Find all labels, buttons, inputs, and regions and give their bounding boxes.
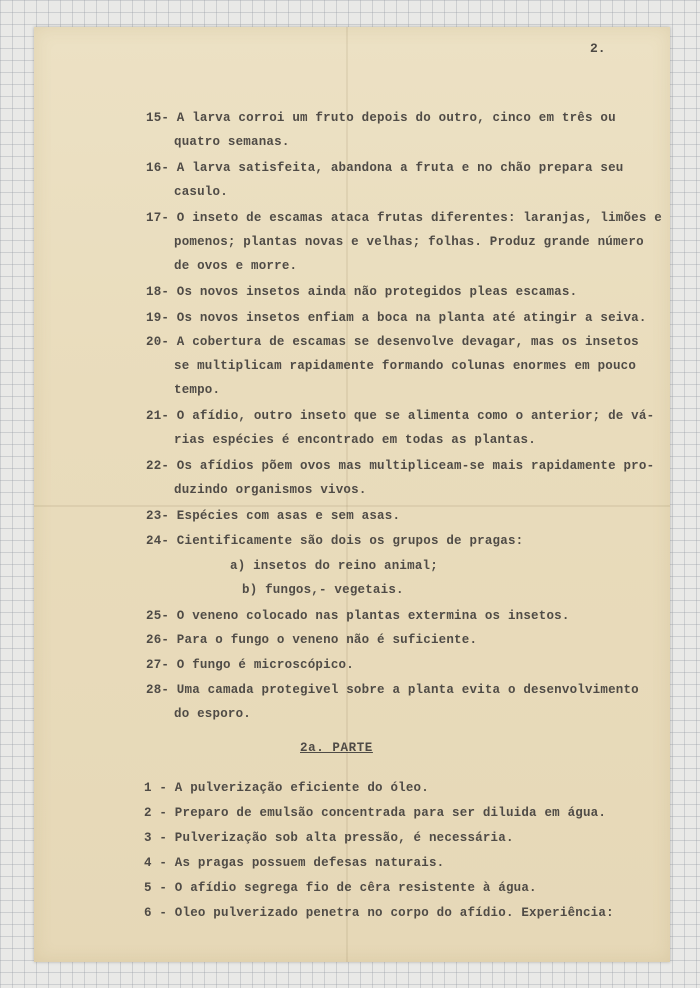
item-15-line-2: quatro semanas. bbox=[174, 135, 290, 149]
item-22-line-1: 22- Os afídios põem ovos mas multipliceam-se mais rapidamente pro- bbox=[146, 459, 655, 473]
item-24-line-1: 24- Cientificamente são dois os grupos de pragas: bbox=[146, 534, 524, 548]
item-18-line-1: 18- Os novos insetos ainda não protegidos pleas escamas. bbox=[146, 285, 578, 299]
paper-fold-horizontal bbox=[34, 505, 670, 507]
document-page bbox=[34, 27, 670, 962]
part2-item-1: 1 - A pulverização eficiente do óleo. bbox=[144, 781, 429, 795]
item-28-line-2: do esporo. bbox=[174, 707, 252, 721]
item-17-line-1: 17- O inseto de escamas ataca frutas diferentes: laranjas, limões e bbox=[146, 211, 662, 225]
item-25-line-1: 25- O veneno colocado nas plantas extermina os insetos. bbox=[146, 609, 570, 623]
item-27-line-1: 27- O fungo é microscópico. bbox=[146, 658, 354, 672]
item-19-line-1: 19- Os novos insetos enfiam a boca na planta até atingir a seiva. bbox=[146, 311, 647, 325]
part2-item-3: 3 - Pulverização sob alta pressão, é necessária. bbox=[144, 831, 514, 845]
item-23-line-1: 23- Espécies com asas e sem asas. bbox=[146, 509, 401, 523]
item-24-sub-b: b) fungos,- vegetais. bbox=[242, 583, 404, 597]
page-number: 2. bbox=[590, 41, 606, 56]
section-title: 2a. PARTE bbox=[300, 741, 373, 755]
item-21-line-1: 21- O afídio, outro inseto que se alimenta como o anterior; de vá- bbox=[146, 409, 655, 423]
item-17-line-3: de ovos e morre. bbox=[174, 259, 298, 273]
part2-item-2: 2 - Preparo de emulsão concentrada para ser diluida em água. bbox=[144, 806, 607, 820]
item-22-line-2: duzindo organismos vivos. bbox=[174, 483, 367, 497]
item-20-line-3: tempo. bbox=[174, 383, 221, 397]
part2-item-5: 5 - O afídio segrega fio de cêra resistente à água. bbox=[144, 881, 537, 895]
item-15-line-1: 15- A larva corroi um fruto depois do outro, cinco em três ou bbox=[146, 111, 616, 125]
item-28-line-1: 28- Uma camada protegivel sobre a planta evita o desenvolvimento bbox=[146, 683, 639, 697]
item-16-line-1: 16- A larva satisfeita, abandona a fruta e no chão prepara seu bbox=[146, 161, 624, 175]
item-17-line-2: pomenos; plantas novas e velhas; folhas. Produz grande número bbox=[174, 235, 644, 249]
item-26-line-1: 26- Para o fungo o veneno não é suficiente. bbox=[146, 633, 478, 647]
item-16-line-2: casulo. bbox=[174, 185, 228, 199]
part2-item-4: 4 - As pragas possuem defesas naturais. bbox=[144, 856, 445, 870]
part2-item-6: 6 - Oleo pulverizado penetra no corpo do afídio. Experiência: bbox=[144, 906, 614, 920]
item-20-line-1: 20- A cobertura de escamas se desenvolve devagar, mas os insetos bbox=[146, 335, 639, 349]
item-24-sub-a: a) insetos do reino animal; bbox=[230, 559, 438, 573]
item-21-line-2: rias espécies é encontrado em todas as plantas. bbox=[174, 433, 536, 447]
item-20-line-2: se multiplicam rapidamente formando colunas enormes em pouco bbox=[174, 359, 637, 373]
